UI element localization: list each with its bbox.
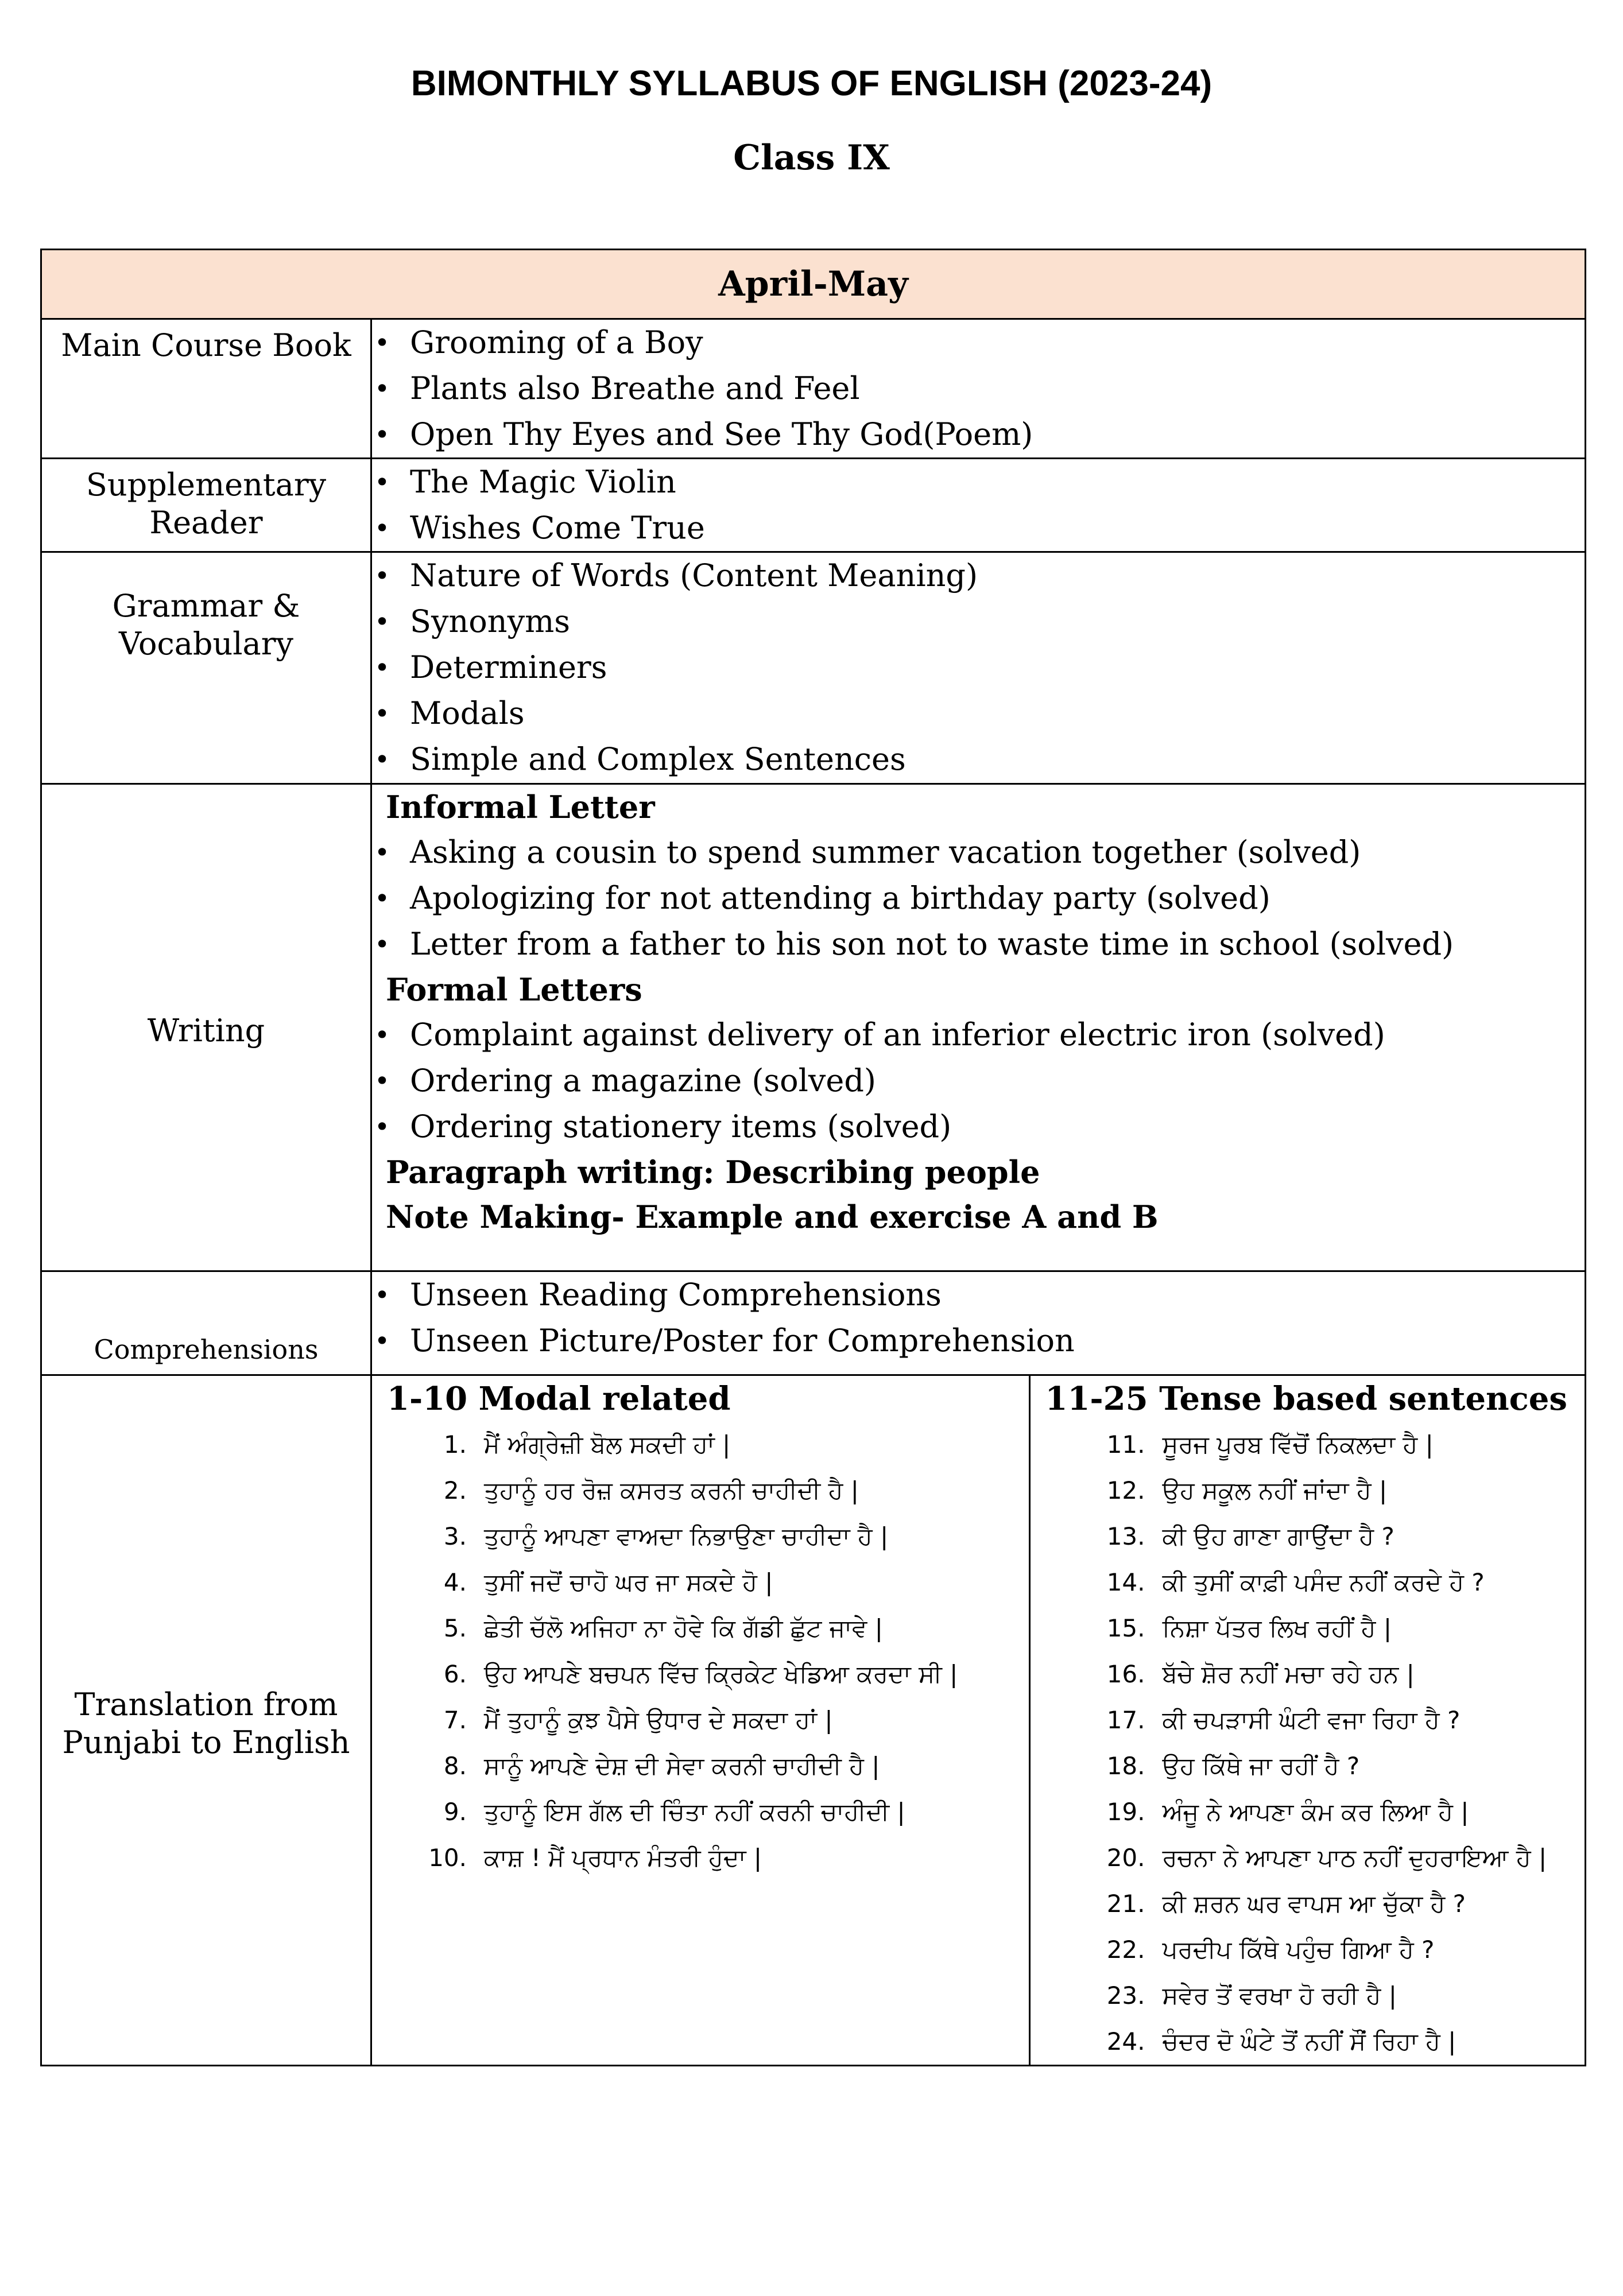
tense-sentence-list — [1031, 1422, 1587, 2065]
list-item: • Determiners — [372, 645, 1579, 691]
translation-columns — [372, 1376, 1586, 2065]
list-item — [1031, 1973, 1587, 2019]
translation-label: Translation from Punjabi to English — [41, 1375, 371, 2066]
item-number: 8. — [443, 1752, 467, 1780]
list-item: • Modals — [372, 691, 1579, 736]
item-number: 10. — [428, 1844, 467, 1872]
list-item: • Nature of Words (Content Meaning) — [372, 553, 1579, 599]
list-item — [1031, 1927, 1587, 1973]
item-number: 22. — [1106, 1936, 1145, 1964]
punjabi-sentence: ਸਵੇਰ ਤੋਂ ਵਰਖਾ ਹੋ ਰਹੀ ਹੈ | — [1162, 1981, 1397, 2010]
list-item: • Ordering stationery items (solved) — [372, 1104, 1579, 1150]
item-number: 17. — [1106, 1706, 1145, 1734]
list-item: • Plants also Breathe and Feel — [372, 366, 1579, 412]
list-item: • Simple and Complex Sentences — [372, 736, 1579, 782]
item-number: 24. — [1106, 2027, 1145, 2055]
item-number: 1. — [443, 1430, 467, 1459]
item-number: 19. — [1106, 1798, 1145, 1826]
punjabi-sentence: ਛੇਤੀ ਚੱਲੋ ਅਜਿਹਾ ਨਾ ਹੋਵੇ ਕਿ ਗੱਡੀ ਛੁੱਟ ਜਾਵੇ | — [484, 1614, 883, 1642]
list-item — [1031, 2019, 1587, 2065]
list-item — [1031, 1468, 1587, 1514]
punjabi-sentence: ਉਹ ਆਪਣੇ ਬਚਪਨ ਵਿੱਚ ਕ੍ਰਿਕੇਟ ਖੇਡਿਆ ਕਰਦਾ ਸੀ | — [484, 1660, 958, 1688]
class-subtitle: Class IX — [733, 138, 890, 178]
punjabi-sentence: ਕੀ ਸ਼ਰਨ ਘਰ ਵਾਪਸ ਆ ਚੁੱਕਾ ਹੈ ? — [1162, 1890, 1466, 1918]
list-item — [372, 1605, 1029, 1651]
list-item — [1031, 1743, 1587, 1789]
punjabi-sentence: ਤੁਸੀਂ ਜਦੋਂ ਚਾਹੋ ਘਰ ਜਾ ਸਕਦੇ ਹੋ | — [484, 1568, 773, 1596]
paragraph-writing: Paragraph writing: Describing people — [386, 1154, 1040, 1190]
grammar-label: Grammar & Vocabulary — [41, 552, 371, 784]
period-header: April-May — [41, 250, 1586, 319]
supplementary-list — [372, 459, 1585, 551]
main-course-list — [372, 320, 1585, 457]
list-item — [1031, 1560, 1587, 1605]
list-item — [372, 1835, 1029, 1881]
punjabi-sentence: ਕੀ ਚਪੜਾਸੀ ਘੰਟੀ ਵਜਾ ਰਿਹਾ ਹੈ ? — [1162, 1706, 1461, 1734]
modal-heading: 1-10 Modal related — [387, 1380, 731, 1418]
punjabi-sentence: ਉਹ ਸਕੂਲ ਨਹੀਂ ਜਾਂਦਾ ਹੈ | — [1162, 1476, 1388, 1504]
punjabi-sentence: ਸਾਨੂੰ ਆਪਣੇ ਦੇਸ਼ ਦੀ ਸੇਵਾ ਕਰਨੀ ਚਾਹੀਦੀ ਹੈ | — [484, 1752, 880, 1780]
list-item — [372, 1743, 1029, 1789]
item-number: 20. — [1106, 1844, 1145, 1872]
punjabi-sentence: ਸੂਰਜ ਪੂਰਬ ਵਿੱਚੋਂ ਨਿਕਲਦਾ ਹੈ | — [1162, 1430, 1434, 1459]
modal-sentence-list — [372, 1422, 1029, 1881]
list-item — [1031, 1422, 1587, 1468]
note-making: Note Making- Example and exercise A and B — [386, 1199, 1159, 1235]
item-number: 21. — [1106, 1890, 1145, 1918]
formal-letters-list — [372, 1012, 1585, 1150]
list-item — [372, 1697, 1029, 1743]
supplementary-row — [41, 459, 1586, 552]
list-item — [372, 1514, 1029, 1560]
comprehensions-label: Comprehensions — [41, 1271, 371, 1375]
punjabi-sentence: ਚੰਦਰ ਦੋ ਘੰਟੇ ਤੋਂ ਨਹੀਂ ਸੌਂ ਰਿਹਾ ਹੈ | — [1162, 2027, 1457, 2055]
writing-row — [41, 784, 1586, 1271]
item-number: 4. — [443, 1568, 467, 1596]
list-item: • Grooming of a Boy — [372, 320, 1579, 366]
list-item — [372, 1789, 1029, 1835]
item-number: 6. — [443, 1660, 467, 1688]
grammar-row — [41, 552, 1586, 784]
item-number: 14. — [1106, 1568, 1145, 1596]
grammar-list — [372, 553, 1585, 782]
list-item — [1031, 1881, 1587, 1927]
punjabi-sentence: ਕੀ ਤੁਸੀਂ ਕਾਫ਼ੀ ਪਸੰਦ ਨਹੀਂ ਕਰਦੇ ਹੋ ? — [1162, 1568, 1485, 1596]
list-item: • Synonyms — [372, 599, 1579, 645]
item-number: 7. — [443, 1706, 467, 1734]
item-number: 9. — [443, 1798, 467, 1826]
comprehensions-row — [41, 1271, 1586, 1375]
list-item: • Complaint against delivery of an inferior electric iron (solved) — [372, 1012, 1579, 1058]
item-number: 5. — [443, 1614, 467, 1642]
item-number: 15. — [1106, 1614, 1145, 1642]
translation-row — [41, 1375, 1586, 2066]
comprehensions-list — [372, 1272, 1585, 1364]
list-item: • Unseen Picture/Poster for Comprehension — [372, 1318, 1579, 1364]
document-title: BIMONTHLY SYLLABUS OF ENGLISH (2023-24) — [410, 64, 1213, 103]
list-item — [372, 1560, 1029, 1605]
formal-letters-heading: Formal Letters — [386, 971, 642, 1008]
punjabi-sentence: ਬੱਚੇ ਸ਼ੋਰ ਨਹੀਂ ਮਚਾ ਰਹੇ ਹਨ | — [1162, 1660, 1415, 1688]
list-item — [1031, 1514, 1587, 1560]
list-item: • Asking a cousin to spend summer vacation together (solved) — [372, 829, 1579, 875]
punjabi-sentence: ਉਹ ਕਿੱਥੇ ਜਾ ਰਹੀਂ ਹੈ ? — [1162, 1752, 1360, 1780]
list-item: • Wishes Come True — [372, 505, 1579, 551]
item-number: 18. — [1106, 1752, 1145, 1780]
list-item — [1031, 1651, 1587, 1697]
tense-heading: 11-25 Tense based sentences — [1045, 1380, 1567, 1418]
list-item — [372, 1468, 1029, 1514]
list-item: • Apologizing for not attending a birthday party (solved) — [372, 875, 1579, 921]
main-course-label: Main Course Book — [41, 319, 371, 459]
punjabi-sentence: ਤੁਹਾਨੂੰ ਆਪਣਾ ਵਾਅਦਾ ਨਿਭਾਉਣਾ ਚਾਹੀਦਾ ਹੈ | — [484, 1522, 889, 1550]
list-item — [1031, 1789, 1587, 1835]
list-item: • Open Thy Eyes and See Thy God(Poem) — [372, 412, 1579, 457]
main-course-row — [41, 319, 1586, 459]
punjabi-sentence: ਨਿਸ਼ਾ ਪੱਤਰ ਲਿਖ ਰਹੀਂ ਹੈ | — [1162, 1614, 1392, 1642]
item-number: 2. — [443, 1476, 467, 1504]
writing-label: Writing — [41, 784, 371, 1271]
punjabi-sentence: ਮੈਂ ਤੁਹਾਨੂੰ ਕੁਝ ਪੈਸੇ ਉਧਾਰ ਦੇ ਸਕਦਾ ਹਾਂ | — [484, 1706, 833, 1734]
punjabi-sentence: ਅੰਜੂ ਨੇ ਆਪਣਾ ਕੰਮ ਕਰ ਲਿਆ ਹੈ | — [1162, 1798, 1469, 1826]
item-number: 3. — [443, 1522, 467, 1550]
list-item: • Letter from a father to his son not to waste time in school (solved) — [372, 921, 1579, 967]
list-item — [1031, 1605, 1587, 1651]
punjabi-sentence: ਤੁਹਾਨੂੰ ਇਸ ਗੱਲ ਦੀ ਚਿੰਤਾ ਨਹੀਂ ਕਰਨੀ ਚਾਹੀਦੀ | — [484, 1798, 905, 1826]
list-item: • The Magic Violin — [372, 459, 1579, 505]
list-item — [372, 1651, 1029, 1697]
item-number: 23. — [1106, 1981, 1145, 2010]
item-number: 13. — [1106, 1522, 1145, 1550]
list-item — [1031, 1697, 1587, 1743]
informal-letter-heading: Informal Letter — [386, 789, 655, 825]
punjabi-sentence: ਰਚਨਾ ਨੇ ਆਪਣਾ ਪਾਠ ਨਹੀਂ ਦੁਹਰਾਇਆ ਹੈ | — [1162, 1844, 1547, 1872]
item-number: 11. — [1106, 1430, 1145, 1459]
item-number: 12. — [1106, 1476, 1145, 1504]
punjabi-sentence: ਮੈਂ ਅੰਗ੍ਰੇਜ਼ੀ ਬੋਲ ਸਕਦੀ ਹਾਂ | — [484, 1430, 731, 1459]
item-number: 16. — [1106, 1660, 1145, 1688]
punjabi-sentence: ਤੁਹਾਨੂੰ ਹਰ ਰੋਜ਼ ਕਸਰਤ ਕਰਨੀ ਚਾਹੀਦੀ ਹੈ | — [484, 1476, 859, 1504]
list-item — [372, 1422, 1029, 1468]
list-item — [1031, 1835, 1587, 1881]
informal-letter-list — [372, 829, 1585, 967]
list-item: • Ordering a magazine (solved) — [372, 1058, 1579, 1104]
punjabi-sentence: ਪਰਦੀਪ ਕਿੱਥੇ ਪਹੁੰਚ ਗਿਆ ਹੈ ? — [1162, 1936, 1435, 1964]
punjabi-sentence: ਕਾਸ਼ ! ਮੈਂ ਪ੍ਰਧਾਨ ਮੰਤਰੀ ਹੁੰਦਾ | — [484, 1844, 762, 1872]
punjabi-sentence: ਕੀ ਉਹ ਗਾਣਾ ਗਾਉਂਦਾ ਹੈ ? — [1162, 1522, 1395, 1550]
syllabus-table — [40, 249, 1586, 2066]
supplementary-label: Supplementary Reader — [41, 459, 371, 552]
list-item: • Unseen Reading Comprehensions — [372, 1272, 1579, 1318]
